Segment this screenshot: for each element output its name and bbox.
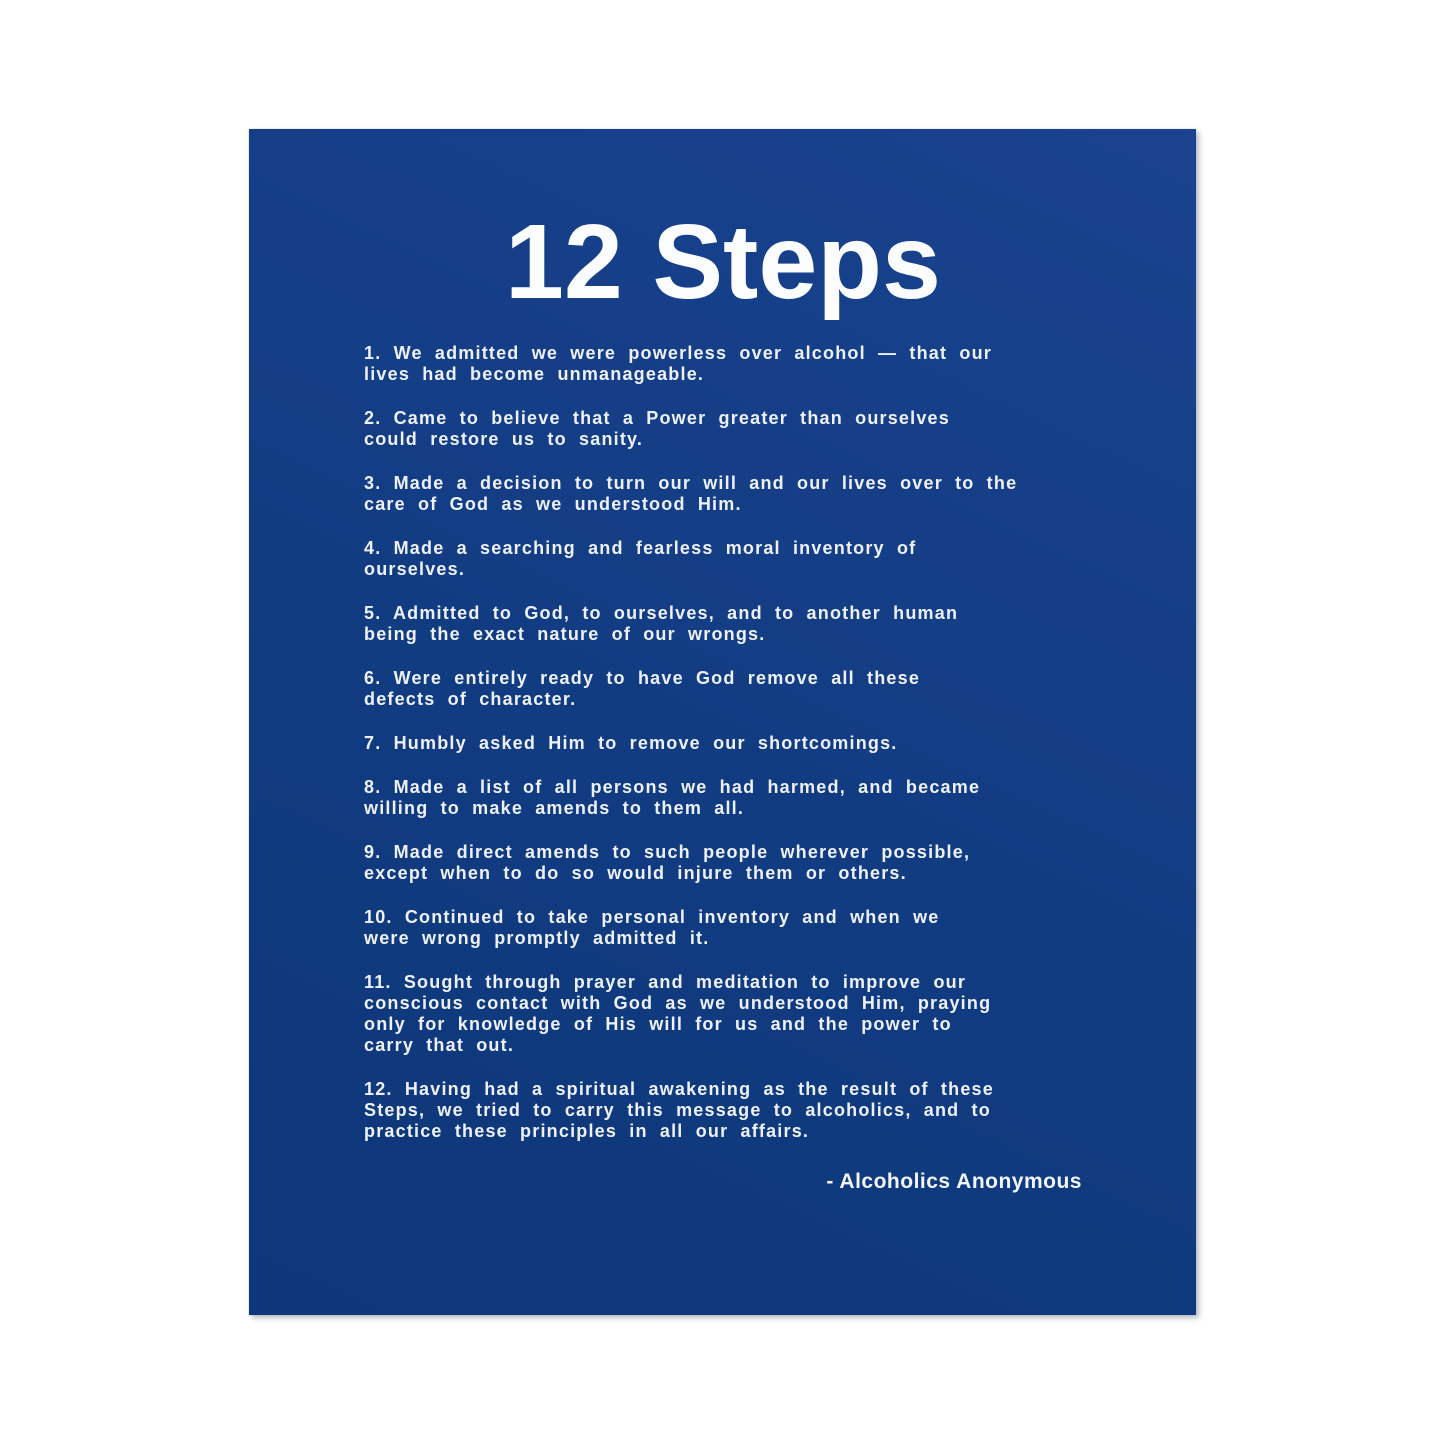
step-line: 4. Made a searching and fearless moral inventory of [364, 538, 917, 558]
poster-title: 12 Steps [504, 203, 941, 321]
step-line: 7. Humbly asked Him to remove our shortcomings. [364, 733, 898, 753]
step-item-12 [364, 1079, 1082, 1142]
step-line: 2. Came to believe that a Power greater than ourselves [364, 408, 950, 428]
step-line: could restore us to sanity. [364, 429, 644, 449]
step-item-6 [364, 668, 1082, 710]
step-item-3 [364, 473, 1082, 515]
step-line: being the exact nature of our wrongs. [364, 624, 766, 644]
step-item-7 [364, 733, 1082, 754]
step-line: were wrong promptly admitted it. [364, 928, 710, 948]
attribution: - Alcoholics Anonymous [826, 1170, 1082, 1193]
step-line: 8. Made a list of all persons we had harmed, and became [364, 777, 981, 797]
step-line: 5. Admitted to God, to ourselves, and to another human [364, 603, 959, 623]
step-line: Steps, we tried to carry this message to alcoholics, and to [364, 1100, 991, 1120]
step-line: 10. Continued to take personal inventory and when we [364, 907, 940, 927]
step-line: 3. Made a decision to turn our will and our lives over to the [364, 473, 1018, 493]
step-line: 12. Having had a spiritual awakening as the result of these [364, 1079, 994, 1099]
step-item-10 [364, 907, 1082, 949]
step-item-9 [364, 842, 1082, 884]
step-item-2 [364, 408, 1082, 450]
step-line: conscious contact with God as we understood Him, praying [364, 993, 992, 1013]
step-line: carry that out. [364, 1035, 515, 1055]
step-line: 6. Were entirely ready to have God remove all these [364, 668, 921, 688]
step-line: lives had become unmanageable. [364, 364, 705, 384]
step-item-5 [364, 603, 1082, 645]
step-line: care of God as we understood Him. [364, 494, 742, 514]
step-line: 1. We admitted we were powerless over alcohol — that our [364, 343, 993, 363]
step-item-11 [364, 972, 1082, 1056]
step-line: only for knowledge of His will for us and the power to [364, 1014, 952, 1034]
step-line: practice these principles in all our affairs. [364, 1121, 810, 1141]
twelve-steps-poster [249, 129, 1196, 1315]
step-item-1 [364, 343, 1082, 385]
step-line: ourselves. [364, 559, 466, 579]
step-line: except when to do so would injure them or others. [364, 863, 907, 883]
step-item-4 [364, 538, 1082, 580]
step-line: 11. Sought through prayer and meditation to improve our [364, 972, 967, 992]
steps-list [364, 343, 1082, 1142]
step-item-8 [364, 777, 1082, 819]
step-line: defects of character. [364, 689, 577, 709]
step-line: 9. Made direct amends to such people wherever possible, [364, 842, 971, 862]
step-line: willing to make amends to them all. [364, 798, 745, 818]
